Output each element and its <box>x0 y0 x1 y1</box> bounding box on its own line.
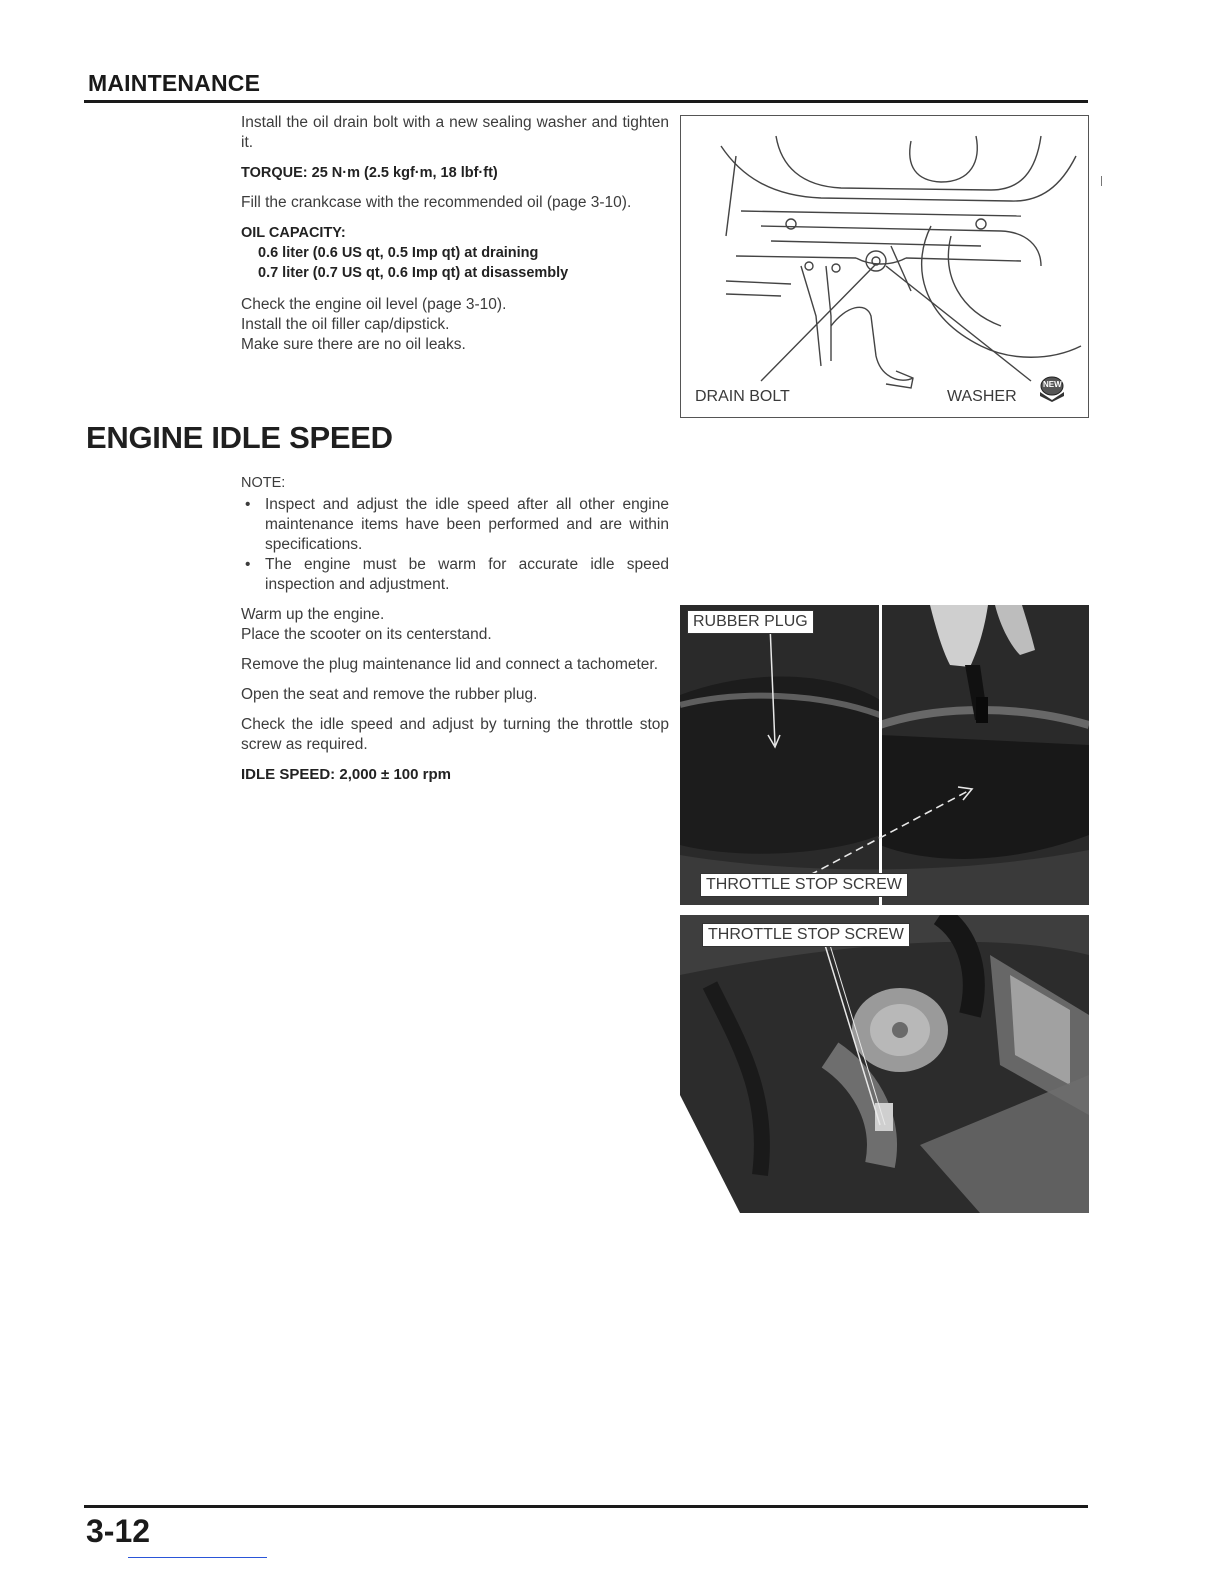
idle-speed-instructions <box>241 473 669 795</box>
new-badge-text: NEW <box>1043 380 1062 389</box>
washer-label: WASHER <box>947 388 1017 405</box>
check-oil-level-text: Check the engine oil level (page 3-10). <box>241 296 507 313</box>
footer-divider <box>84 1505 1088 1508</box>
bullet-mark: • <box>245 556 251 573</box>
throttle-stop-screw-label: THROTTLE STOP SCREW <box>700 873 908 897</box>
note-item <box>241 555 669 595</box>
page-number: 3-12 <box>86 1513 151 1549</box>
oil-capacity-title: OIL CAPACITY: <box>241 225 346 241</box>
note-text: The engine must be warm for accurate idle speed inspection and adjustment. <box>265 556 669 593</box>
note-text: Inspect and adjust the idle speed after all other engine maintenance items have been performed and are within specifications. <box>265 496 669 553</box>
note-title: NOTE: <box>241 475 286 491</box>
install-filler-cap-text: Install the oil filler cap/dipstick. <box>241 316 450 333</box>
open-seat-text: Open the seat and remove the rubber plug. <box>241 686 538 703</box>
oil-capacity-disassembly: 0.7 liter (0.7 US qt, 0.6 Imp qt) at disassembly <box>258 265 569 281</box>
footer-underline <box>128 1557 267 1558</box>
idle-speed-spec: IDLE SPEED: 2,000 ± 100 rpm <box>241 766 451 783</box>
oil-drain-instructions <box>241 113 669 355</box>
bullet-mark: • <box>245 496 251 513</box>
rubber-plug-photo-art <box>680 605 1089 905</box>
drain-bolt-drawing <box>681 116 1088 417</box>
centerstand-text: Place the scooter on its centerstand. <box>241 626 492 643</box>
throttle-stop-screw-label: THROTTLE STOP SCREW <box>702 923 910 947</box>
throttle-stop-screw-photo-art <box>680 915 1089 1213</box>
rubber-plug-label: RUBBER PLUG <box>687 610 814 634</box>
note-item <box>241 495 669 555</box>
section-title: MAINTENANCE <box>88 70 261 96</box>
drain-bolt-label: DRAIN BOLT <box>695 388 790 405</box>
oil-capacity-draining: 0.6 liter (0.6 US qt, 0.5 Imp qt) at draining <box>258 245 539 261</box>
warm-up-text: Warm up the engine. <box>241 606 385 623</box>
install-drain-bolt-text: Install the oil drain bolt with a new sealing washer and tighten it. <box>241 114 669 151</box>
drain-bolt-illustration <box>680 115 1089 418</box>
throttle-stop-screw-photo <box>680 915 1089 1213</box>
engine-idle-speed-heading: ENGINE IDLE SPEED <box>86 420 393 455</box>
fill-crankcase-text: Fill the crankcase with the recommended oil (page 3-10). <box>241 194 632 211</box>
new-part-icon <box>1036 374 1068 402</box>
no-leaks-text: Make sure there are no oil leaks. <box>241 336 466 353</box>
check-adjust-text: Check the idle speed and adjust by turning the throttle stop screw as required. <box>241 716 669 753</box>
note-list <box>241 495 669 595</box>
rubber-plug-photo <box>680 605 1089 905</box>
header-divider <box>84 100 1088 103</box>
scan-mark <box>1101 176 1102 186</box>
remove-lid-text: Remove the plug maintenance lid and connect a tachometer. <box>241 656 659 673</box>
torque-spec: TORQUE: 25 N·m (2.5 kgf·m, 18 lbf·ft) <box>241 165 498 181</box>
